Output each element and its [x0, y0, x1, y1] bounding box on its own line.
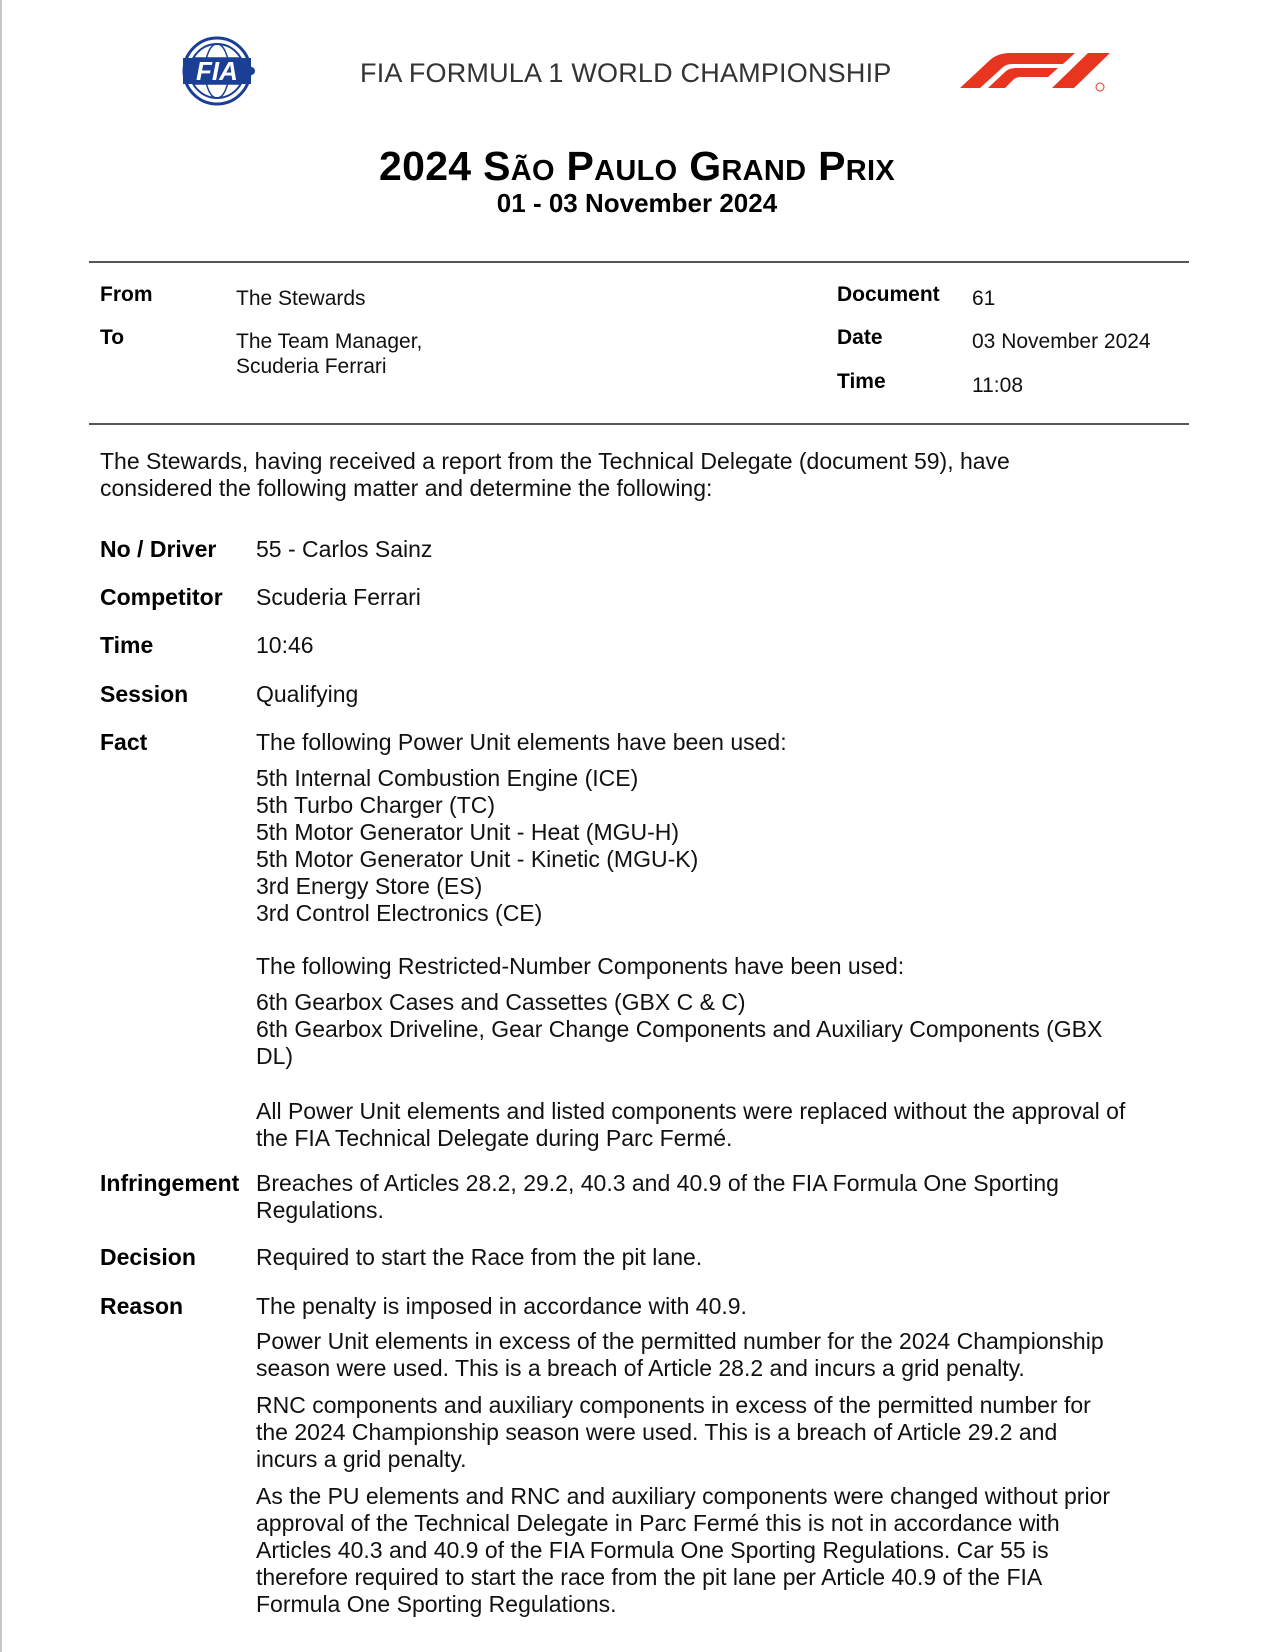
rnc-component-item: DL) [256, 1043, 294, 1069]
to-value-line: The Team Manager, [236, 330, 423, 353]
pu-element-item: 5th Motor Generator Unit - Kinetic (MGU-K) [256, 846, 699, 872]
org-title: FIA FORMULA 1 WORLD CHAMPIONSHIP [360, 58, 892, 88]
fact-pu-intro: The following Power Unit elements have been used: [256, 729, 787, 755]
session-value: Qualifying [256, 681, 359, 707]
reason-paragraph-4 [256, 1483, 1176, 1618]
to-label: To [100, 326, 125, 349]
from-label: From [100, 283, 153, 306]
competitor-value: Scuderia Ferrari [256, 584, 421, 610]
reason-label: Reason [100, 1293, 184, 1319]
infringement-label: Infringement [100, 1170, 240, 1196]
f1-logo-icon [960, 50, 1115, 96]
reason-line: approval of the Technical Delegate in Parc Fermé this is not in accordance with [256, 1510, 1060, 1536]
decision-label: Decision [100, 1244, 196, 1270]
reason-line: Formula One Sporting Regulations. [256, 1591, 617, 1617]
fact-label: Fact [100, 729, 148, 755]
time-label: Time [837, 370, 886, 393]
time-value: 11:08 [972, 374, 1023, 397]
reason-line: incurs a grid penalty. [256, 1446, 467, 1472]
time-field-value: 10:46 [256, 632, 314, 658]
fact-closing [256, 1098, 1176, 1152]
divider [89, 261, 1189, 263]
divider [89, 423, 1189, 425]
date-label: Date [837, 326, 883, 349]
fact-rnc-intro: The following Restricted-Number Components have been used: [256, 953, 905, 979]
infringement-line: Breaches of Articles 28.2, 29.2, 40.3 and 40.9 of the FIA Formula One Sporting [256, 1170, 1059, 1196]
fact-closing-line: the FIA Technical Delegate during Parc Fermé. [256, 1125, 733, 1151]
reason-line: As the PU elements and RNC and auxiliary components were changed without prior [256, 1483, 1110, 1509]
reason-line: season were used. This is a breach of Article 28.2 and incurs a grid penalty. [256, 1355, 1025, 1381]
intro-line: considered the following matter and determine the following: [100, 475, 713, 501]
document-value: 61 [972, 287, 996, 310]
fact-pu-list [256, 765, 1176, 927]
fact-rnc-list [256, 989, 1176, 1070]
infringement-value [256, 1170, 1176, 1224]
time-field-label: Time [100, 632, 154, 658]
fia-logo-icon [163, 36, 271, 106]
driver-value: 55 - Carlos Sainz [256, 536, 433, 562]
pu-element-item: 5th Internal Combustion Engine (ICE) [256, 765, 639, 791]
from-value: The Stewards [236, 287, 366, 310]
rnc-component-item: 6th Gearbox Cases and Cassettes (GBX C & C) [256, 989, 746, 1015]
rnc-component-item: 6th Gearbox Driveline, Gear Change Components and Auxiliary Components (GBX [256, 1016, 1103, 1042]
page-edge [0, 0, 2, 1652]
pu-element-item: 3rd Energy Store (ES) [256, 873, 483, 899]
pu-element-item: 3rd Control Electronics (CE) [256, 900, 543, 926]
to-value-line: Scuderia Ferrari [236, 355, 387, 378]
driver-label: No / Driver [100, 536, 217, 562]
reason-paragraph-2 [256, 1328, 1176, 1382]
reason-line: Power Unit elements in excess of the permitted number for the 2024 Championship [256, 1328, 1104, 1354]
fact-closing-line: All Power Unit elements and listed components were replaced without the approval of [256, 1098, 1126, 1124]
fia-logo-text: FIA [196, 56, 238, 86]
session-label: Session [100, 681, 189, 707]
date-value: 03 November 2024 [972, 330, 1151, 353]
intro-paragraph [100, 448, 1180, 502]
to-value [236, 329, 422, 379]
reason-line: Articles 40.3 and 40.9 of the FIA Formula One Sporting Regulations. Car 55 is [256, 1537, 1049, 1563]
pu-element-item: 5th Turbo Charger (TC) [256, 792, 496, 818]
reason-line: RNC components and auxiliary components in excess of the permitted number for [256, 1392, 1091, 1418]
event-dates: 01 - 03 November 2024 [496, 188, 778, 218]
pu-element-item: 5th Motor Generator Unit - Heat (MGU-H) [256, 819, 680, 845]
reason-paragraph-1: The penalty is imposed in accordance with 40.9. [256, 1293, 747, 1319]
reason-line: the 2024 Championship season were used. This is a breach of Article 29.2 and [256, 1419, 1058, 1445]
intro-line: The Stewards, having received a report from the Technical Delegate (document 59), have [100, 448, 1010, 474]
event-title: 2024 São Paulo Grand Prix [379, 143, 895, 189]
reason-paragraph-3 [256, 1392, 1176, 1473]
reason-line: therefore required to start the race from the pit lane per Article 40.9 of the FIA [256, 1564, 1043, 1590]
decision-value: Required to start the Race from the pit lane. [256, 1244, 703, 1270]
infringement-line: Regulations. [256, 1197, 384, 1223]
document-label: Document [837, 283, 940, 306]
competitor-label: Competitor [100, 584, 223, 610]
